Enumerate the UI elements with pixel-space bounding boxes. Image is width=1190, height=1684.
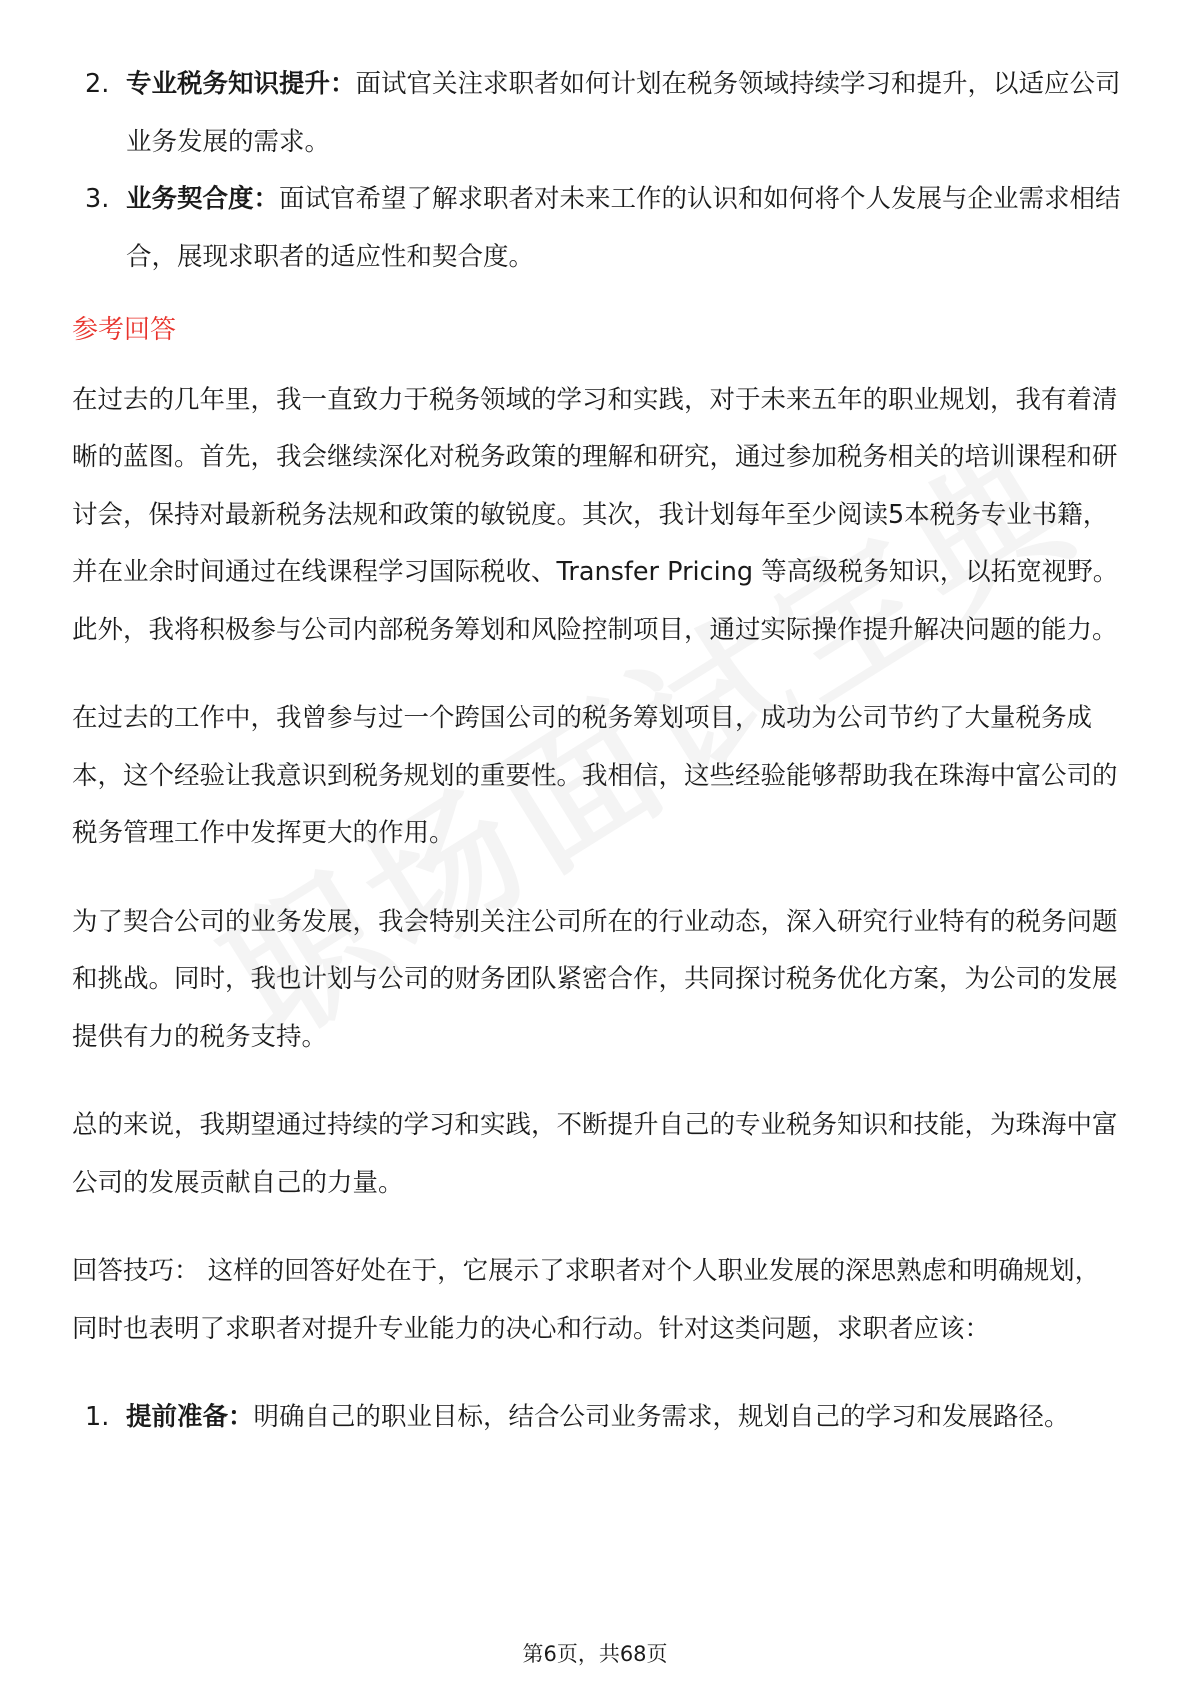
list-item — [72, 1389, 1122, 1447]
answer-paragraph: 在过去的几年里，我一直致力于税务领域的学习和实践，对于未来五年的职业规划，我有着清晰的蓝图。首先，我会继续深化对税务政策的理解和研究，通过参加税务相关的培训课程和研讨会，保持对最新税务法规和政策的敏锐度。其次，我计划每年至少阅读5本税务专业书籍，并在业余时间通过在线课程学习国际税收、Transfer Pricing 等高级税务知识，以拓宽视野。此外，我将积极参与公司内部税务筹划和风险控制项目，通过实际操作提升解决问题的能力。 — [72, 384, 1119, 645]
answer-paragraph: 在过去的工作中，我曾参与过一个跨国公司的税务筹划项目，成功为公司节约了大量税务成本，这个经验让我意识到税务规划的重要性。我相信，这些经验能够帮助我在珠海中富公司的税务管理工作中发挥更大的作用。 — [72, 703, 1118, 848]
answer-paragraph: 总的来说，我期望通过持续的学习和实践，不断提升自己的专业税务知识和技能，为珠海中富公司的发展贡献自己的力量。 — [72, 1110, 1118, 1198]
list-item-title: 提前准备： — [126, 1402, 254, 1432]
page-footer: 第6页，共68页 — [522, 1642, 668, 1666]
tips-paragraph: 回答技巧： 这样的回答好处在于，它展示了求职者对个人职业发展的深思熟虑和明确规划，同时也表明了求职者对提升专业能力的决心和行动。针对这类问题，求职者应该： — [72, 1256, 1101, 1344]
criteria-list — [72, 56, 1122, 286]
list-item — [72, 56, 1122, 171]
list-item-title: 专业税务知识提升： — [126, 69, 356, 99]
list-item-text: 面试官关注求职者如何计划在税务领域持续学习和提升，以适应公司业务发展的需求。 — [126, 69, 1121, 157]
list-item-text: 面试官希望了解求职者对未来工作的认识和如何将个人发展与企业需求相结合，展现求职者的适应性和契合度。 — [126, 184, 1121, 272]
tips-list — [72, 1389, 1122, 1447]
section-title: 参考回答 — [72, 315, 177, 345]
list-item-title: 业务契合度： — [126, 184, 280, 214]
answer-paragraph: 为了契合公司的业务发展，我会特别关注公司所在的行业动态，深入研究行业特有的税务问题和挑战。同时，我也计划与公司的财务团队紧密合作，共同探讨税务优化方案，为公司的发展提供有力的税务支持。 — [72, 906, 1118, 1052]
list-item-text: 明确自己的职业目标，结合公司业务需求，规划自己的学习和发展路径。 — [253, 1402, 1070, 1432]
list-item-number: 2. — [85, 69, 110, 99]
list-item-number: 1. — [85, 1402, 110, 1432]
list-item — [72, 171, 1122, 286]
list-item-number: 3. — [85, 184, 110, 214]
page-content — [72, 56, 1122, 1447]
